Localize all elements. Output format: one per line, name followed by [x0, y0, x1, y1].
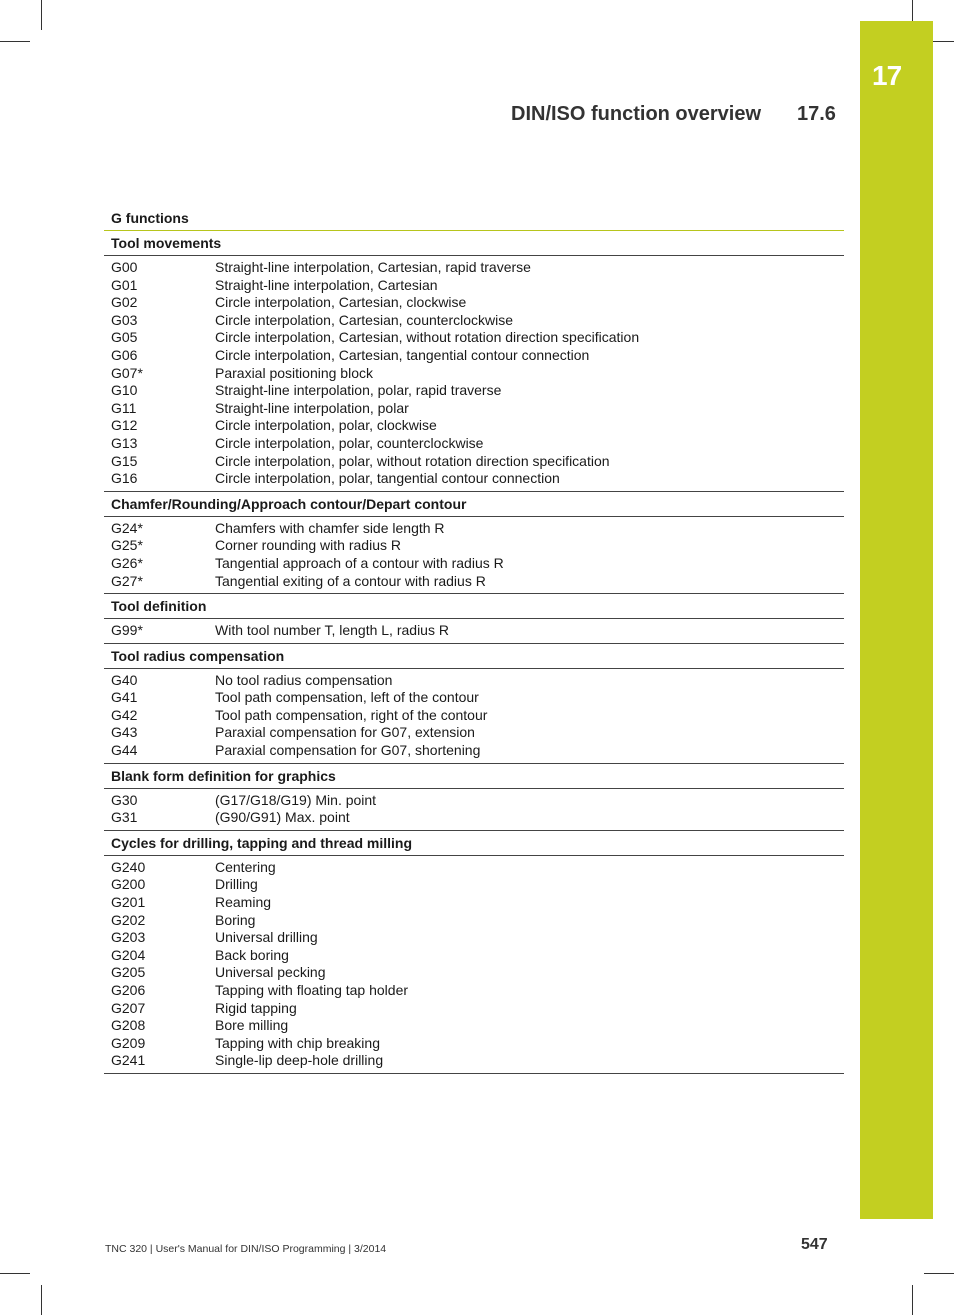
g-code-description: Circle interpolation, polar, without rotation direction specification	[215, 452, 610, 469]
table-row	[104, 876, 844, 894]
group-heading: Cycles for drilling, tapping and thread milling	[104, 831, 844, 856]
g-code-description: Chamfers with chamfer side length R	[215, 519, 445, 536]
page-number: 547	[801, 1236, 828, 1253]
table-row	[104, 622, 844, 640]
g-code-description: (G17/G18/G19) Min. point	[215, 791, 377, 808]
g-code-description: Straight-line interpolation, polar	[215, 399, 409, 416]
section-number: 17.6	[797, 103, 836, 125]
table-row	[104, 912, 844, 930]
table-row	[104, 259, 844, 277]
crop-mark	[924, 1273, 954, 1274]
g-code: G03	[111, 311, 138, 328]
g-code: G207	[111, 999, 146, 1016]
crop-mark	[41, 0, 42, 30]
table-row	[104, 982, 844, 1000]
g-code: G05	[111, 329, 138, 346]
g-code: G30	[111, 791, 138, 808]
table-row	[104, 453, 844, 471]
g-code-description: Circle interpolation, polar, clockwise	[215, 417, 437, 434]
table-row	[104, 947, 844, 965]
g-code-description: Bore milling	[215, 1017, 289, 1034]
g-code-description: Corner rounding with radius R	[215, 537, 401, 554]
g-code-description: Single-lip deep-hole drilling	[215, 1052, 384, 1069]
g-code: G10	[111, 382, 138, 399]
group-rows	[104, 856, 844, 1074]
table-row	[104, 689, 844, 707]
g-code-description: Rigid tapping	[215, 999, 297, 1016]
g-code: G27*	[111, 572, 143, 589]
g-code: G44	[111, 742, 138, 759]
table-row	[104, 294, 844, 312]
g-code: G31	[111, 809, 138, 826]
g-code-description: Circle interpolation, Cartesian, tangential contour connection	[215, 346, 590, 363]
table-row	[104, 792, 844, 810]
g-code: G16	[111, 470, 138, 487]
table-row	[104, 1052, 844, 1070]
table-row	[104, 1000, 844, 1018]
g-code-description: Boring	[215, 911, 256, 928]
g-code: G01	[111, 276, 138, 293]
group-heading: Tool definition	[104, 594, 844, 619]
group-rows	[104, 669, 844, 764]
g-code: G43	[111, 724, 138, 741]
table-row	[104, 809, 844, 827]
table-row	[104, 417, 844, 435]
crop-mark	[0, 1273, 30, 1274]
g-code-description: No tool radius compensation	[215, 671, 393, 688]
g-code-description: Circle interpolation, polar, counterclockwise	[215, 434, 484, 451]
table-row	[104, 555, 844, 573]
table-row	[104, 894, 844, 912]
g-functions-table	[104, 207, 844, 1074]
g-code: G202	[111, 911, 146, 928]
g-code-description: Back boring	[215, 946, 289, 963]
group-rows	[104, 619, 844, 644]
table-row	[104, 1035, 844, 1053]
table-row	[104, 929, 844, 947]
table-row	[104, 964, 844, 982]
g-code-description: (G90/G91) Max. point	[215, 809, 350, 826]
g-code: G40	[111, 671, 138, 688]
group-rows	[104, 517, 844, 594]
chapter-number: 17	[872, 60, 902, 91]
g-code: G201	[111, 894, 146, 911]
g-code-description: Universal pecking	[215, 964, 326, 981]
g-code: G25*	[111, 537, 143, 554]
g-code: G204	[111, 946, 146, 963]
g-code: G209	[111, 1034, 146, 1051]
g-code-description: Circle interpolation, Cartesian, clockwise	[215, 294, 467, 311]
g-code: G208	[111, 1017, 146, 1034]
table-row	[104, 365, 844, 383]
g-code: G00	[111, 259, 138, 275]
g-code-description: Tapping with floating tap holder	[215, 982, 409, 998]
crop-mark	[0, 41, 30, 42]
g-code-description: Straight-line interpolation, polar, rapid traverse	[215, 382, 502, 399]
chapter-tab	[860, 21, 933, 1219]
g-code: G205	[111, 964, 146, 981]
g-code: G42	[111, 706, 138, 723]
g-code: G26*	[111, 554, 143, 571]
g-code: G13	[111, 434, 138, 451]
g-code-description: Straight-line interpolation, Cartesian, rapid traverse	[215, 259, 531, 275]
g-code-description: Straight-line interpolation, Cartesian	[215, 276, 438, 293]
group-heading: Tool movements	[104, 231, 844, 256]
table-row	[104, 1017, 844, 1035]
table-row	[104, 347, 844, 365]
g-code: G240	[111, 858, 146, 875]
page-title: DIN/ISO function overview	[511, 103, 762, 125]
g-code-description: Tapping with chip breaking	[215, 1034, 380, 1051]
group-heading: Tool radius compensation	[104, 644, 844, 669]
g-code: G15	[111, 452, 138, 469]
table-row	[104, 435, 844, 453]
crop-mark	[41, 1285, 42, 1315]
g-code: G24*	[111, 519, 143, 536]
g-code: G200	[111, 876, 146, 893]
g-code-description: Centering	[215, 858, 276, 875]
g-code: G07*	[111, 364, 143, 381]
g-code-description: Tangential approach of a contour with radius R	[215, 554, 504, 571]
crop-mark	[912, 1285, 913, 1315]
table-groups	[104, 231, 844, 1074]
g-code-description: Reaming	[215, 894, 272, 911]
g-code: G12	[111, 417, 138, 434]
g-code: G02	[111, 294, 138, 311]
g-code: G41	[111, 689, 138, 706]
table-row	[104, 537, 844, 555]
g-code-description: With tool number T, length L, radius R	[215, 622, 449, 639]
group-rows	[104, 789, 844, 831]
table-row	[104, 277, 844, 295]
table-row	[104, 672, 844, 690]
g-code-description: Tool path compensation, left of the contour	[215, 689, 479, 706]
group-heading: Chamfer/Rounding/Approach contour/Depart contour	[104, 492, 844, 517]
table-row	[104, 400, 844, 418]
g-code-description: Circle interpolation, Cartesian, counterclockwise	[215, 311, 514, 328]
g-code: G11	[111, 399, 137, 416]
table-row	[104, 329, 844, 347]
g-code-description: Universal drilling	[215, 929, 318, 946]
g-code-description: Paraxial compensation for G07, shortening	[215, 742, 481, 759]
table-title: G functions	[104, 207, 844, 231]
g-code-description: Paraxial positioning block	[215, 364, 373, 381]
g-code: G06	[111, 346, 138, 363]
g-code: G203	[111, 929, 146, 946]
table-row	[104, 312, 844, 330]
table-row	[104, 707, 844, 725]
g-code-description: Drilling	[215, 876, 258, 893]
g-code: G99*	[111, 622, 143, 639]
table-row	[104, 742, 844, 760]
table-row	[104, 724, 844, 742]
table-row	[104, 470, 844, 488]
table-row	[104, 382, 844, 400]
group-rows	[104, 256, 844, 492]
table-row	[104, 520, 844, 538]
g-code: G241	[111, 1052, 146, 1069]
g-code-description: Tool path compensation, right of the contour	[215, 706, 488, 723]
g-code-description: Circle interpolation, polar, tangential contour connection	[215, 470, 560, 487]
g-code: G206	[111, 982, 146, 998]
table-row	[104, 573, 844, 591]
group-heading: Blank form definition for graphics	[104, 764, 844, 789]
table-row	[104, 859, 844, 877]
footer-text: TNC 320 | User's Manual for DIN/ISO Programming | 3/2014	[105, 1243, 387, 1255]
g-code-description: Paraxial compensation for G07, extension	[215, 724, 475, 741]
g-code-description: Circle interpolation, Cartesian, without rotation direction specification	[215, 329, 640, 346]
g-code-description: Tangential exiting of a contour with radius R	[215, 572, 486, 589]
